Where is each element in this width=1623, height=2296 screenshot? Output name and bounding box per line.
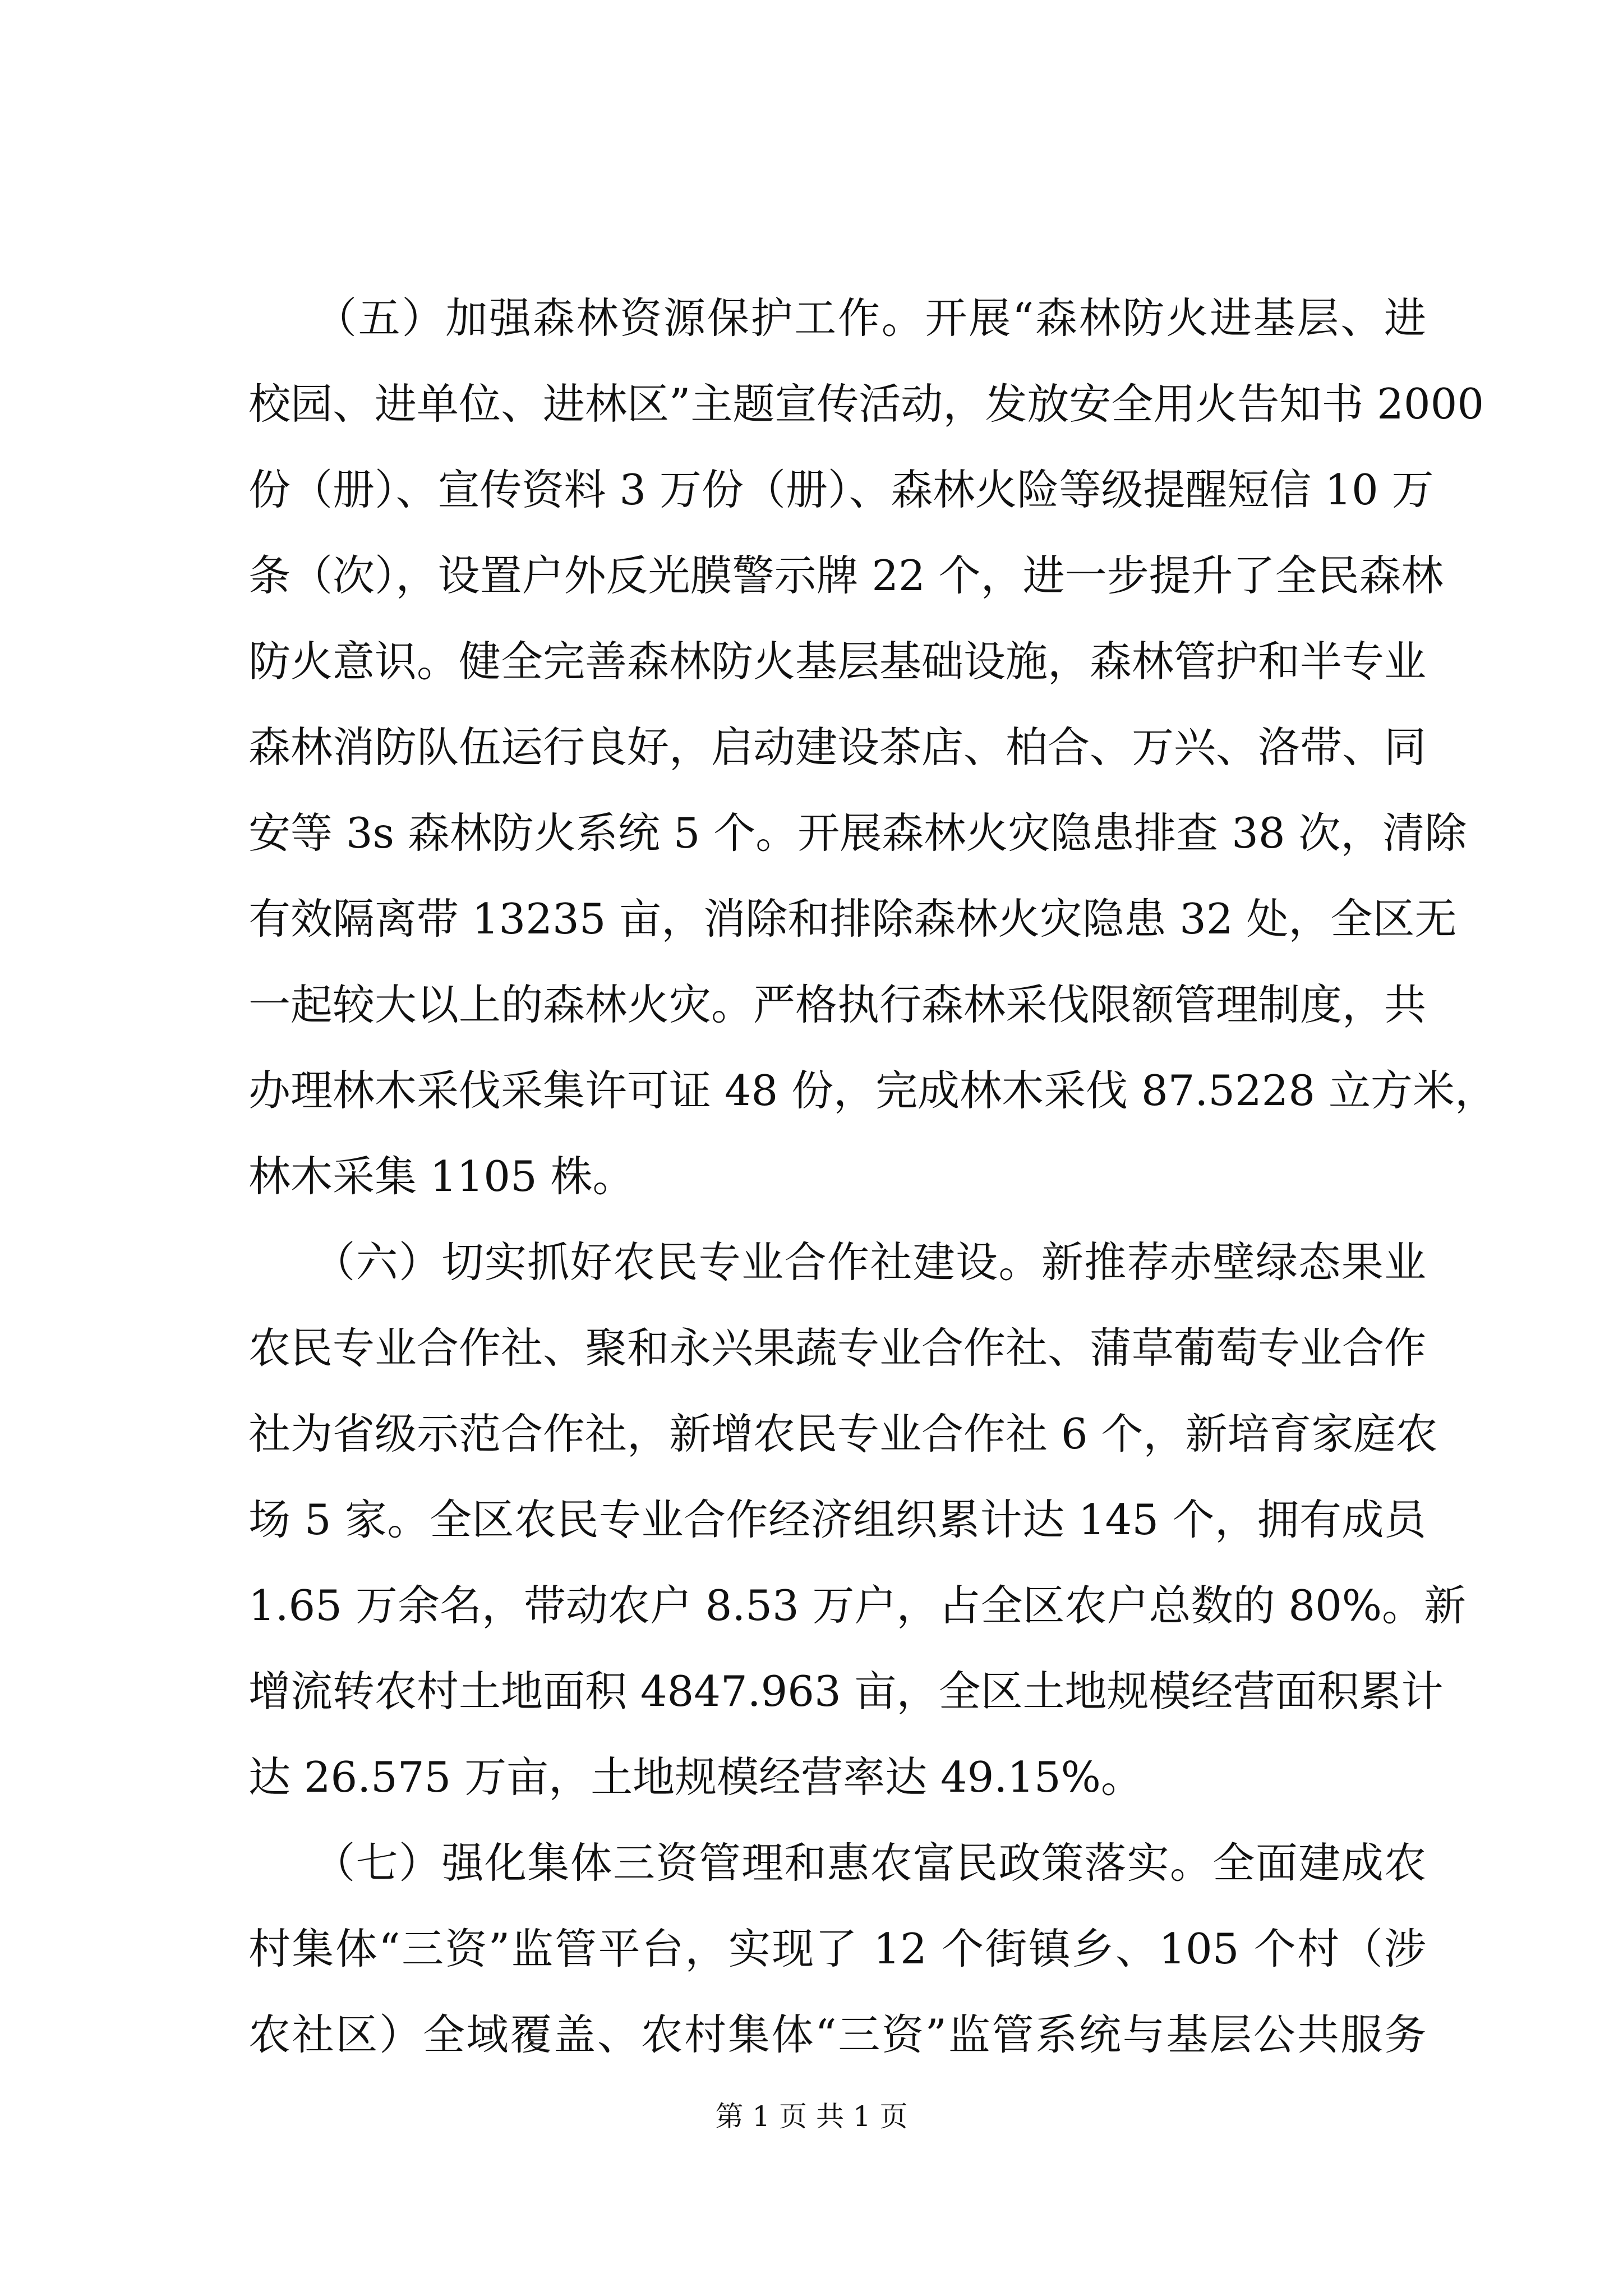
text-line: 份（册）、宣传资料 3 万份（册）、森林火险等级提醒短信 10 万 bbox=[248, 465, 1434, 514]
text-line: 办理林木采伐采集许可证 48 份，完成林木采伐 87.5228 立方米， bbox=[248, 1066, 1497, 1115]
page-number-footer: 第 1 页 共 1 页 bbox=[715, 2100, 908, 2133]
text-line: 村集体“三资”监管平台，实现了 12 个街镇乡、105 个村（涉 bbox=[248, 1924, 1426, 1973]
text-line: 农社区）全域覆盖、农村集体“三资”监管系统与基层公共服务 bbox=[248, 2010, 1426, 2059]
text-line: 校园、进单位、进林区”主题宣传活动，发放安全用火告知书 2000 bbox=[248, 379, 1484, 429]
text-line: 条（次），设置户外反光膜警示牌 22 个，进一步提升了全民森林 bbox=[248, 551, 1444, 600]
text-line: 森林消防队伍运行良好，启动建设茶店、柏合、万兴、洛带、同 bbox=[248, 723, 1427, 772]
text-line: 农民专业合作社、聚和永兴果蔬专业合作社、蒲草葡萄专业合作 bbox=[248, 1323, 1427, 1373]
text-line: 达 26.575 万亩，土地规模经营率达 49.15%。 bbox=[248, 1752, 1143, 1802]
text-line: （七）强化集体三资管理和惠农富民政策落实。全面建成农 bbox=[248, 1838, 1426, 1888]
text-line: 场 5 家。全区农民专业合作经济组织累计达 145 个，拥有成员 bbox=[248, 1495, 1426, 1544]
text-line: 林木采集 1105 株。 bbox=[248, 1152, 635, 1201]
text-line: 防火意识。健全完善森林防火基层基础设施，森林管护和半专业 bbox=[248, 637, 1427, 686]
text-line: （五）加强森林资源保护工作。开展“森林防火进基层、进 bbox=[248, 293, 1426, 343]
text-line: （六）切实抓好农民专业合作社建设。新推荐赤壁绿态果业 bbox=[248, 1237, 1426, 1287]
text-line: 一起较大以上的森林火灾。严格执行森林采伐限额管理制度，共 bbox=[248, 980, 1427, 1029]
text-line: 有效隔离带 13235 亩，消除和排除森林火灾隐患 32 处，全区无 bbox=[248, 894, 1457, 944]
text-line: 1.65 万余名，带动农户 8.53 万户，占全区农户总数的 80%。新 bbox=[248, 1581, 1467, 1630]
text-line: 社为省级示范合作社，新增农民专业合作社 6 个，新培育家庭农 bbox=[248, 1409, 1438, 1458]
text-line: 安等 3s 森林防火系统 5 个。开展森林火灾隐患排查 38 次，清除 bbox=[248, 808, 1467, 858]
text-line: 增流转农村土地面积 4847.963 亩，全区土地规模经营面积累计 bbox=[248, 1667, 1444, 1716]
